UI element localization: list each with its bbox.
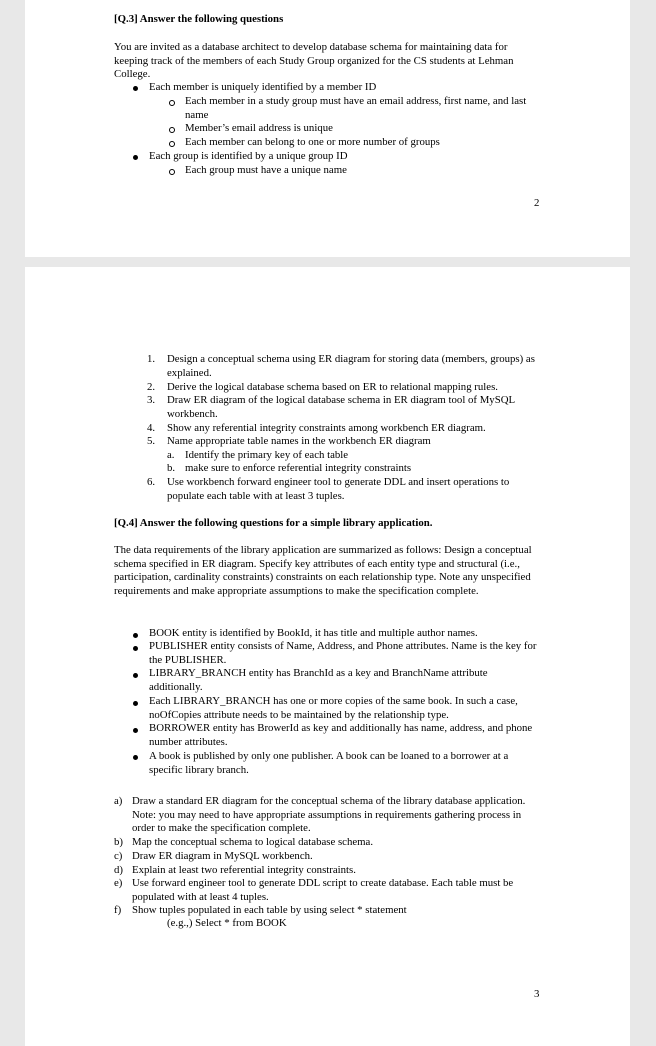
step-number: 6. bbox=[147, 476, 156, 488]
task-text: Explain at least two referential integrity constraints. bbox=[132, 864, 356, 876]
q4-bullet: Each LIBRARY_BRANCH has one or more copies of the same book. In such a case, noOfCopies attribute needs to be maintained by the relationship type. bbox=[149, 695, 518, 721]
substep-text: make sure to enforce referential integrity constraints bbox=[185, 462, 412, 474]
q4-heading: [Q.4] Answer the following questions for a simple library application. bbox=[114, 517, 433, 529]
step-text: Show any referential integrity constraints among workbench ER diagram. bbox=[167, 422, 486, 434]
task-letter: a) bbox=[114, 795, 123, 807]
q4-bullet: A book is published by only one publisher. A book can be loaned to a borrower at a specific library branch. bbox=[149, 750, 509, 776]
circle-bullet-icon bbox=[169, 127, 175, 133]
bullet-icon bbox=[133, 673, 138, 678]
q3-sub-bullet: Each member can belong to one or more number of groups bbox=[185, 136, 440, 148]
page-number: 2 bbox=[534, 197, 540, 209]
q3-intro: You are invited as a database architect to develop database schema for maintaining data for keeping track of the members of each Study Group organized for the CS students at Lehman College. bbox=[114, 41, 514, 81]
bullet-icon bbox=[133, 86, 138, 91]
document-page-2 bbox=[25, 0, 630, 257]
page-number: 3 bbox=[534, 988, 540, 1000]
q3-sub-bullet: Each group must have a unique name bbox=[185, 164, 347, 176]
step-number: 2. bbox=[147, 381, 156, 393]
task-text: Draw ER diagram in MySQL workbench. bbox=[132, 850, 313, 862]
document-page-3 bbox=[25, 267, 630, 1046]
q4-bullet: LIBRARY_BRANCH entity has BranchId as a key and BranchName attribute additionally. bbox=[149, 667, 488, 693]
step-text: Derive the logical database schema based on ER to relational mapping rules. bbox=[167, 381, 498, 393]
bullet-icon bbox=[133, 728, 138, 733]
task-letter: f) bbox=[114, 904, 122, 916]
q3-sub-bullet: Each member in a study group must have an email address, first name, and last name bbox=[185, 95, 527, 121]
step-number: 5. bbox=[147, 435, 156, 447]
bullet-icon bbox=[133, 633, 138, 638]
step-text: Name appropriate table names in the workbench ER diagram bbox=[167, 435, 431, 447]
step-number: 3. bbox=[147, 394, 156, 406]
q3-heading: [Q.3] Answer the following questions bbox=[114, 13, 284, 25]
substep-letter: b. bbox=[167, 462, 176, 474]
circle-bullet-icon bbox=[169, 100, 175, 106]
step-text: Design a conceptual schema using ER diagram for storing data (members, groups) as explained. bbox=[167, 353, 535, 379]
substep-letter: a. bbox=[167, 449, 175, 461]
task-letter: d) bbox=[114, 864, 123, 876]
bullet-icon bbox=[133, 646, 138, 651]
q3-bullet: Each group is identified by a unique group ID bbox=[149, 150, 348, 162]
bullet-icon bbox=[133, 755, 138, 760]
q4-bullet: BORROWER entity has BrowerId as key and additionally has name, address, and phone number attributes. bbox=[149, 722, 533, 748]
example-query: (e.g.,) Select * from BOOK bbox=[167, 917, 287, 929]
step-number: 1. bbox=[147, 353, 156, 365]
task-letter: b) bbox=[114, 836, 123, 848]
step-text: Draw ER diagram of the logical database schema in ER diagram tool of MySQL workbench. bbox=[167, 394, 515, 420]
task-text: Use forward engineer tool to generate DDL script to create database. Each table must be populated with at least 4 tuples. bbox=[132, 877, 514, 903]
task-text: Map the conceptual schema to logical database schema. bbox=[132, 836, 374, 848]
task-letter: e) bbox=[114, 877, 123, 889]
step-number: 4. bbox=[147, 422, 156, 434]
task-text: Draw a standard ER diagram for the conceptual schema of the library database application. Note: you may need to have appropriate assumptions in requirements gathering process in order to make the specification complete. bbox=[132, 795, 526, 835]
circle-bullet-icon bbox=[169, 169, 175, 175]
bullet-icon bbox=[133, 155, 138, 160]
substep-text: Identify the primary key of each table bbox=[185, 449, 349, 461]
q4-bullet: PUBLISHER entity consists of Name, Address, and Phone attributes. Name is the key for the PUBLISHER. bbox=[149, 640, 537, 666]
step-text: Use workbench forward engineer tool to generate DDL and insert operations to populate each table with at least 3 tuples. bbox=[167, 476, 510, 502]
task-letter: c) bbox=[114, 850, 123, 862]
circle-bullet-icon bbox=[169, 141, 175, 147]
task-text: Show tuples populated in each table by using select * statement bbox=[132, 904, 407, 916]
q4-bullet: BOOK entity is identified by BookId, it has title and multiple author names. bbox=[149, 627, 478, 639]
bullet-icon bbox=[133, 701, 138, 706]
q3-bullet: Each member is uniquely identified by a member ID bbox=[149, 81, 377, 93]
q3-sub-bullet: Member’s email address is unique bbox=[185, 122, 333, 134]
q4-intro: The data requirements of the library application are summarized as follows: Design a conceptual schema specified in ER diagram. Specify key attributes of each entity type and structural (i.e., participation, cardinality constraints) constraints on each relationship type. Note any unspecified requirements and make appropriate assumptions to make the specification complete. bbox=[114, 544, 532, 597]
